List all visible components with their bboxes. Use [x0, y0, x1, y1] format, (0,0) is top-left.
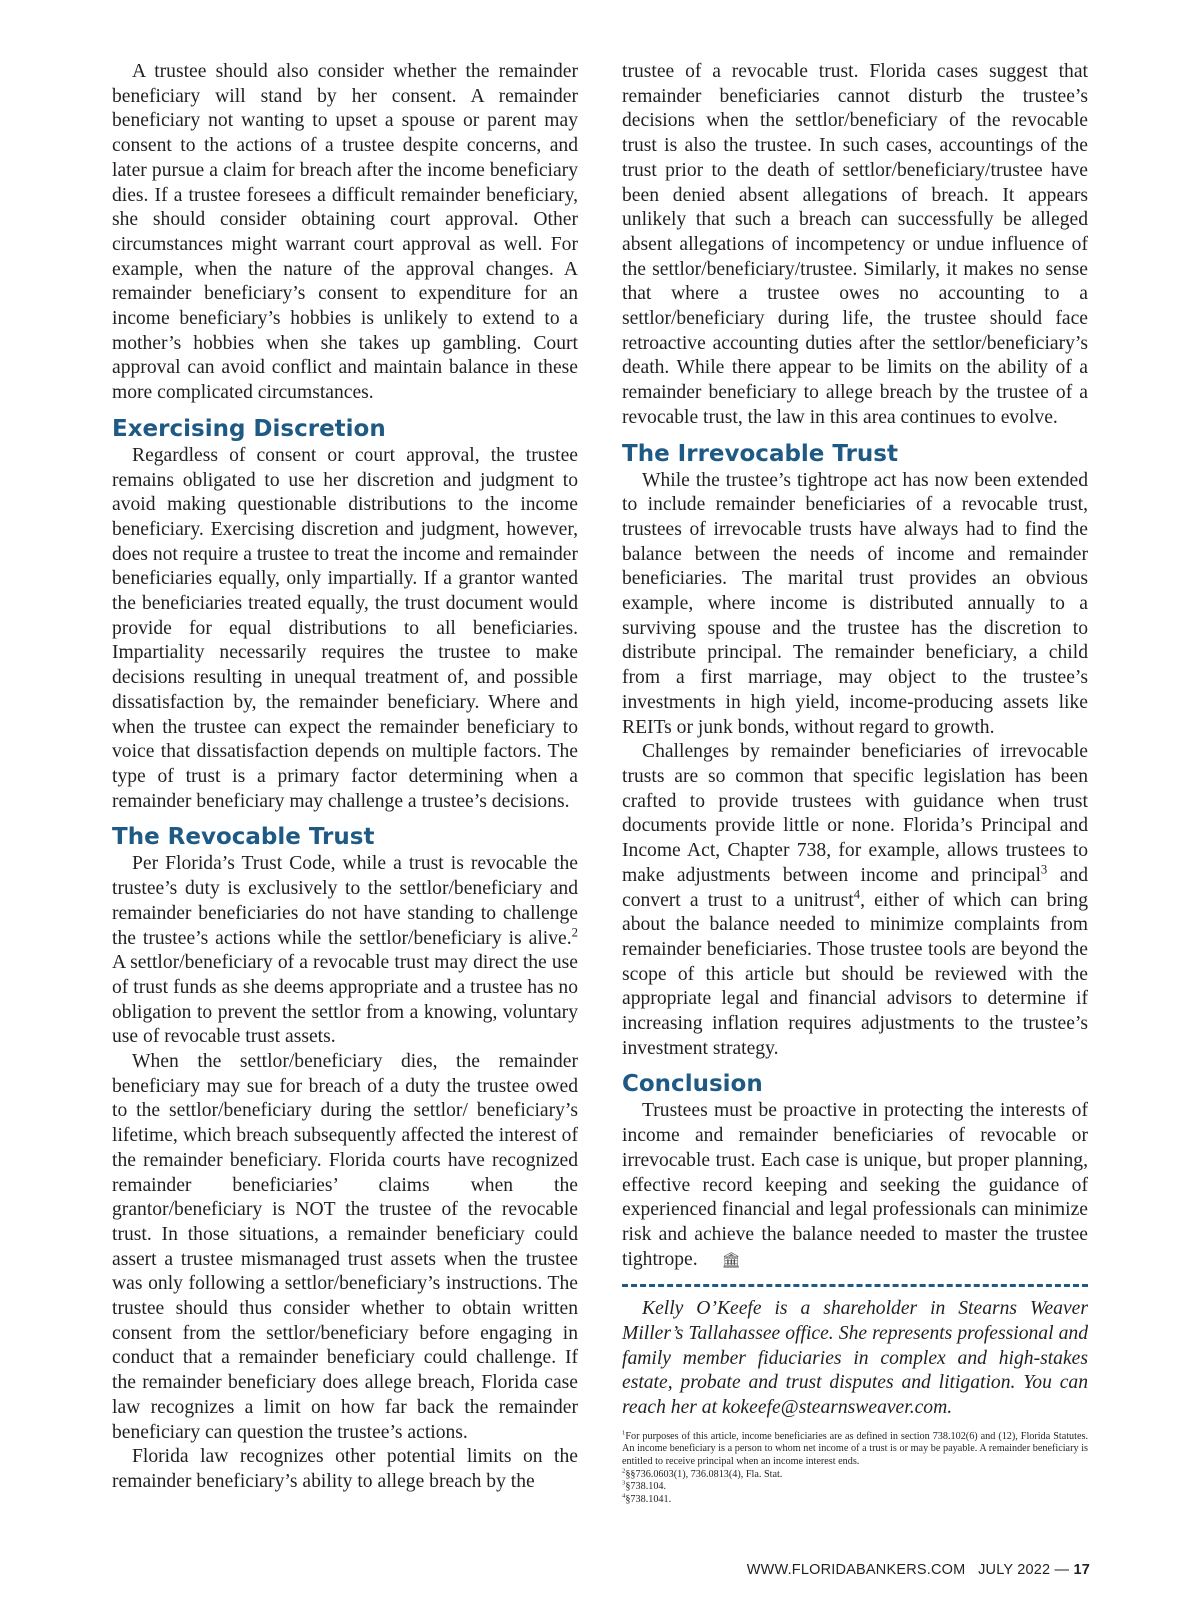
footnote-3	[622, 1481, 1088, 1494]
footnote-text: §738.1041.	[625, 1493, 672, 1505]
paragraph-trust-code-text-2: A settlor/beneficiary of a revocable trust may direct the use of trust funds as she deems appropriate and a trustee has no obligation to prevent the settlor from a knowing, voluntary use of revocable trust assets.	[112, 952, 578, 1048]
paragraph-conclusion	[622, 1099, 1088, 1272]
footer-issue: JULY 2022 —	[978, 1562, 1070, 1578]
footnote-text: §738.104.	[625, 1481, 667, 1493]
footnote-number: 1	[622, 1429, 626, 1437]
paragraph-revocable-continued: trustee of a revocable trust. Florida cases suggest that remainder beneficiaries cannot disturb the trustee’s decisions when the settlor/beneficiary of the revocable trust is also the trustee. In such cases, accountings of the trust prior to the death of settlor/beneficiary/trustee have been denied absent allegations of breach. It appears unlikely that such a breach can successfully be alleged absent allegations of incompetency or undue influence of the settlor/beneficiary/trustee. Similarly, it makes no sense that where a trustee owes no accounting to a settlor/beneficiary during life, the trustee should face retroactive accounting duties after the settlor/beneficiary’s death. While there appear to be limits on the ability of a remainder beneficiary to allege breach by the trustee of a revocable trust, the law in this area continues to evolve.	[622, 61, 1088, 428]
heading-exercising-discretion: Exercising Discretion	[112, 415, 386, 442]
footnote-number: 4	[622, 1492, 626, 1500]
paragraph-settlor-dies: When the settlor/beneficiary dies, the remainder beneficiary may sue for breach of a duty the trustee owed to the settlor/beneficiary during the settlor/ beneficiary’s lifetime, which breach subsequently affected the interest of the remainder beneficiary. Florida courts have recognized remainder beneficiaries’ claims when the grantor/beneficiary is NOT the trustee of the revocable trust. In those situations, a remainder beneficiary could assert a trustee mismanaged trust assets when the trustee was only following a settlor/beneficiary’s instructions. The trustee should thus consider whether to obtain written consent from the settlor/beneficiary before engaging in conduct that a remainder beneficiary could challenge. If the remainder beneficiary does allege breach, Florida case law recognizes a limit on how far back the remainder beneficiary can question the trustee’s actions.	[112, 1051, 578, 1443]
footnote-2	[622, 1469, 1088, 1482]
paragraph-conclusion-text: Trustees must be proactive in protecting the interests of income and remainder beneficiaries of revocable or irrevocable trust. Each case is unique, but proper planning, effective record keeping and seeking the guidance of experienced financial and legal professionals can minimize risk and achieve the balance needed to master the trustee tightrope.	[622, 1100, 1088, 1270]
footnote-number: 2	[622, 1467, 626, 1475]
paragraph-consent: A trustee should also consider whether the remainder beneficiary will stand by her consent. A remainder beneficiary not wanting to upset a spouse or parent may consent to the actions of a trustee despite concerns, and later pursue a claim for breach after the income beneficiary dies. If a trustee foresees a difficult remainder beneficiary, she should consider obtaining court approval. Other circumstances might warrant court approval as well. For example, when the nature of the approval changes. A remainder beneficiary’s consent to expenditure for an income beneficiary’s hobbies is unlikely to extend to a mother’s hobbies when she takes up gambling. Court approval can avoid conflict and maintain balance in these more complicated circumstances.	[112, 61, 578, 404]
end-mark-icon: 🏛	[721, 1250, 741, 1269]
footnote-ref-4: 4	[853, 886, 861, 901]
paragraph-challenges-text-2: and convert a trust to a unitrust	[622, 864, 1088, 911]
paragraph-tightrope: While the trustee’s tightrope act has now been extended to include remainder beneficiaries of a revocable trust, trustees of irrevocable trusts have always had to find the balance between the needs of income and remainder beneficiaries. The marital trust provides an obvious example, where income is distributed annually to a surviving spouse and the trustee has the discretion to distribute principal. The remainder beneficiary, a child from a first marriage, may object to the trustee’s investments in high yield, income-producing assets like REITs or junk bonds, without regard to growth.	[622, 469, 1088, 738]
footnote-ref-3: 3	[1040, 862, 1048, 877]
paragraph-discretion: Regardless of consent or court approval, the trustee remains obligated to use her discretion and judgment to avoid making questionable distributions to the income beneficiary. Exercising discretion and judgment, however, does not require a trustee to treat the income and remainder beneficiaries equally, only impartially. If a grantor wanted the beneficiaries treated equally, the trust document would provide for equal distributions to all beneficiaries. Impartiality necessarily requires the trustee to make decisions resulting in unequal treatment of, and possible dissatisfaction by, the remainder beneficiary. Where and when the trustee can expect the remainder beneficiary to voice that dissatisfaction depends on multiple factors. The type of trust is a primary factor determining when a remainder beneficiary may challenge a trustee’s decisions.	[112, 444, 578, 812]
heading-irrevocable-trust: The Irrevocable Trust	[622, 440, 898, 467]
heading-revocable-trust: The Revocable Trust	[112, 824, 375, 851]
footnote-text: §§736.0603(1), 736.0813(4), Fla. Stat.	[625, 1468, 783, 1480]
footnote-text: For purposes of this article, income beneficiaries are as defined in section 738.102(6) and (12), Florida Statutes. An income beneficiary is a person to whom net income of a trust is or may be payable. A remainder beneficiary is entitled to receive principal when an income interest ends.	[622, 1430, 1088, 1468]
footnote-4	[622, 1494, 1088, 1507]
footnotes	[622, 1431, 1088, 1507]
footnote-number: 3	[622, 1479, 626, 1487]
heading-conclusion: Conclusion	[622, 1071, 763, 1098]
paragraph-trust-code-text: Per Florida’s Trust Code, while a trust is revocable the trustee’s duty is exclusively to the settlor/beneficiary and remainder beneficiaries do not have standing to challenge the trustee’s actions while the settlor/beneficiary is alive.	[112, 853, 578, 949]
right-column	[622, 60, 1088, 1506]
paragraph-challenges	[622, 740, 1088, 1061]
paragraph-challenges-text-1: Challenges by remainder beneficiaries of irrevocable trusts are so common that specific legislation has been crafted to provide trustees with guidance when trust documents provide little or none. Florida’s Principal and Income Act, Chapter 738, for example, allows trustees to make adjustments between income and principal	[622, 741, 1088, 886]
paragraph-trust-code	[112, 852, 578, 1050]
paragraph-florida-law: Florida law recognizes other potential limits on the remainder beneficiary’s ability to allege breach by the	[112, 1446, 578, 1492]
page-footer	[747, 1562, 1090, 1578]
footnote-1	[622, 1431, 1088, 1469]
page-number: 17	[1073, 1562, 1090, 1578]
footnote-ref-2: 2	[571, 924, 578, 939]
divider-dashed	[622, 1284, 1088, 1287]
paragraph-challenges-text-3: , either of which can bring about the balance needed to minimize complaints from remainder beneficiaries. Those trustee tools are beyond the scope of this article but should be reviewed with the appropriate legal and financial advisors to determine if increasing inflation requires adjustments to the trustee’s investment strategy.	[622, 889, 1088, 1059]
footer-site: WWW.FLORIDABANKERS.COM	[746, 1562, 966, 1578]
left-column	[112, 60, 578, 1495]
author-bio: Kelly O’Keefe is a shareholder in Stearns Weaver Miller’s Tallahassee office. She represents professional and family member fiduciaries in complex and high-stakes estate, probate and trust disputes and litigation. You can reach her at kokeefe@stearnsweaver.com.	[622, 1298, 1088, 1419]
